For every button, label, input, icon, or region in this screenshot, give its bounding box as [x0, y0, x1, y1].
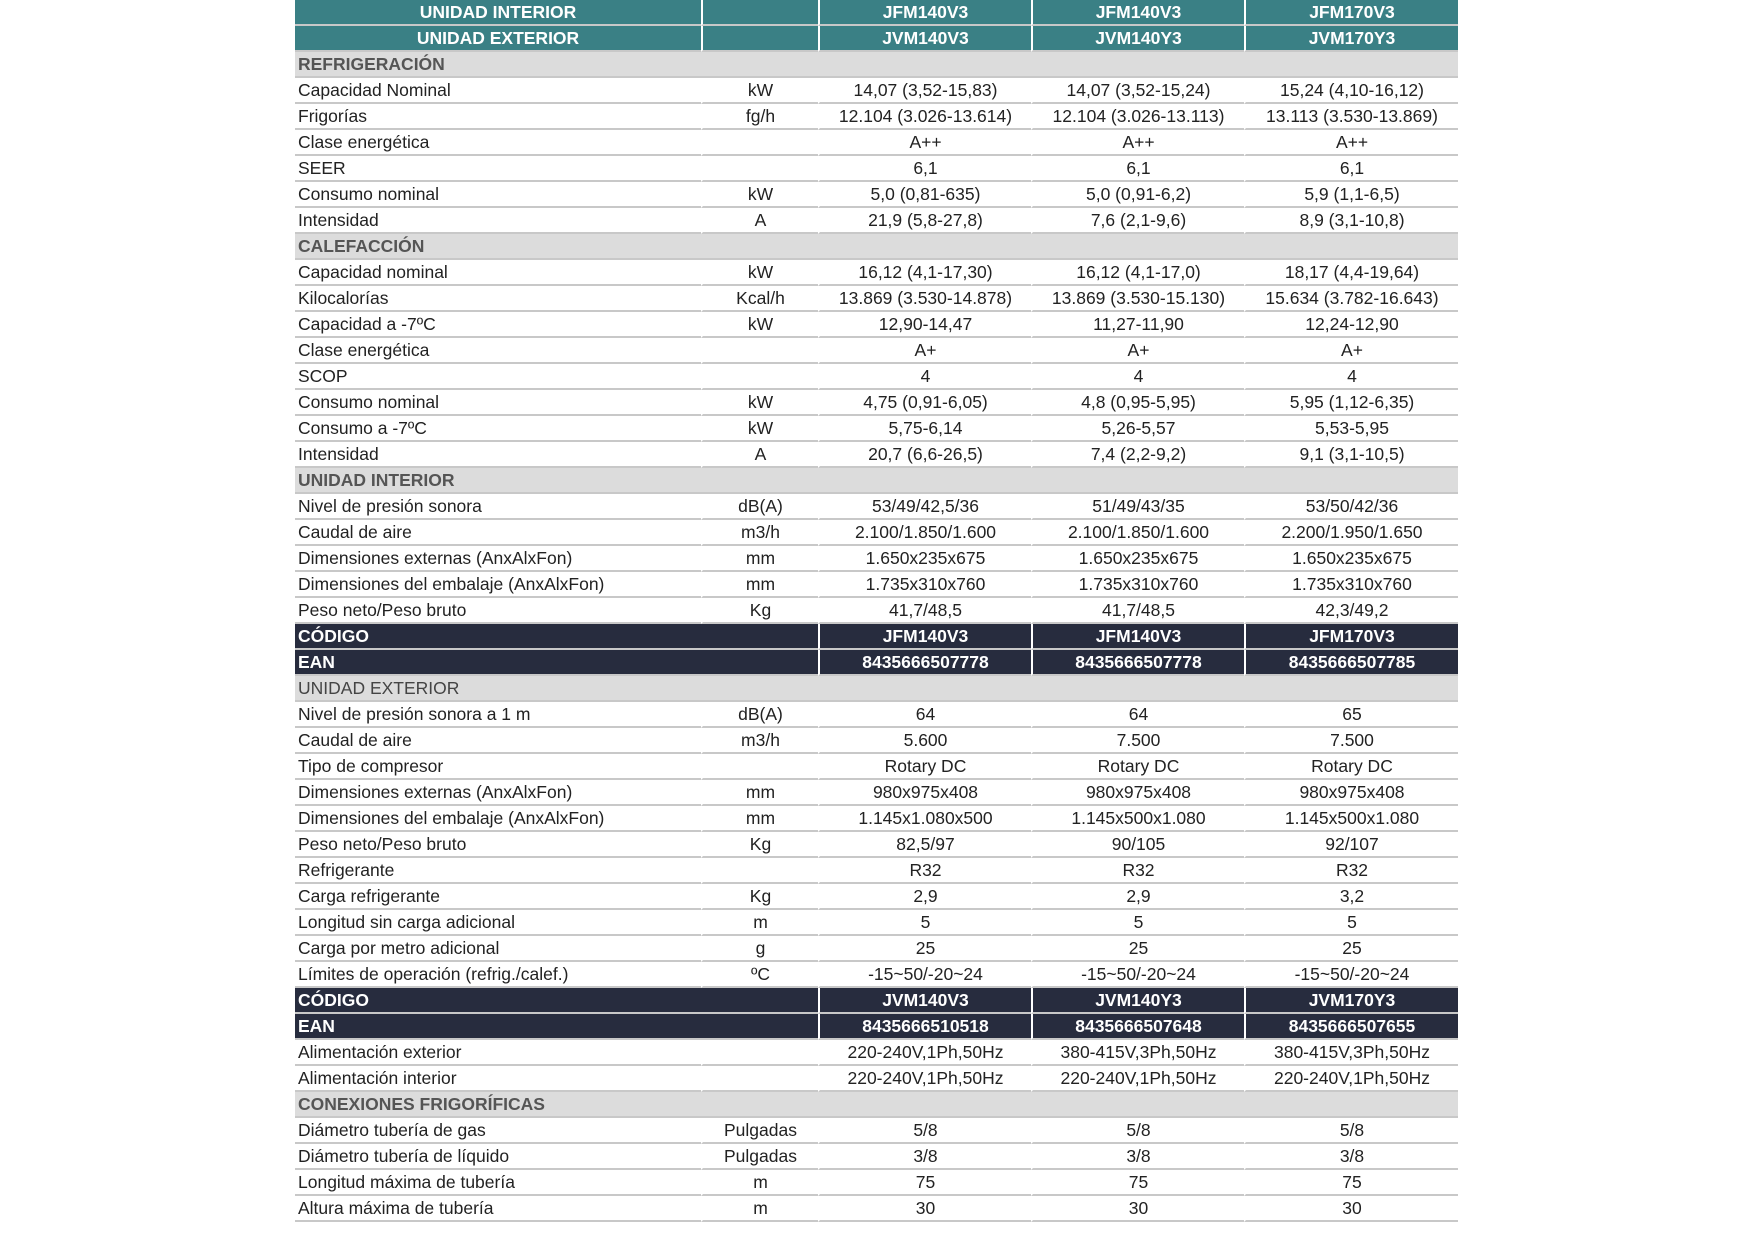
spec-row [295, 806, 1458, 832]
spec-unit [701, 1040, 818, 1066]
spec-unit: Kcal/h [701, 286, 818, 312]
spec-table [295, 0, 1458, 1222]
spec-unit: kW [701, 182, 818, 208]
spec-value: 6,1 [818, 156, 1031, 182]
spec-row [295, 1066, 1458, 1092]
model-name: JVM140Y3 [1031, 26, 1244, 52]
spec-row [295, 936, 1458, 962]
spec-value: 42,3/49,2 [1244, 598, 1458, 624]
model-name: JFM140V3 [1031, 0, 1244, 26]
section-header [295, 1092, 1458, 1118]
spec-unit [701, 1066, 818, 1092]
code-value: JVM140V3 [818, 988, 1031, 1014]
spec-value: 3/8 [1031, 1144, 1244, 1170]
code-label: CÓDIGO [295, 988, 818, 1014]
code-value: 8435666510518 [818, 1014, 1031, 1040]
spec-value: 2.100/1.850/1.600 [818, 520, 1031, 546]
spec-unit: fg/h [701, 104, 818, 130]
spec-value: 5/8 [1244, 1118, 1458, 1144]
spec-row [295, 390, 1458, 416]
spec-value: 75 [818, 1170, 1031, 1196]
spec-label: Nivel de presión sonora a 1 m [295, 702, 701, 728]
spec-label: Diámetro tubería de líquido [295, 1144, 701, 1170]
section-header [295, 234, 1458, 260]
spec-label: Dimensiones del embalaje (AnxAlxFon) [295, 806, 701, 832]
spec-row [295, 130, 1458, 156]
spec-unit: kW [701, 312, 818, 338]
spec-value: 64 [818, 702, 1031, 728]
spec-row [295, 858, 1458, 884]
spec-value: 5,0 (0,91-6,2) [1031, 182, 1244, 208]
spec-row [295, 416, 1458, 442]
spec-label: Clase energética [295, 338, 701, 364]
spec-value: 4,75 (0,91-6,05) [818, 390, 1031, 416]
spec-value: 5 [1031, 910, 1244, 936]
spec-label: Peso neto/Peso bruto [295, 598, 701, 624]
spec-value: 3/8 [818, 1144, 1031, 1170]
section-header [295, 676, 1458, 702]
spec-label: Altura máxima de tubería [295, 1196, 701, 1222]
spec-value: 21,9 (5,8-27,8) [818, 208, 1031, 234]
spec-label: Capacidad nominal [295, 260, 701, 286]
code-value: 8435666507785 [1244, 650, 1458, 676]
spec-value: 2,9 [818, 884, 1031, 910]
spec-value: 2.100/1.850/1.600 [1031, 520, 1244, 546]
spec-value: 6,1 [1031, 156, 1244, 182]
spec-value: A++ [1244, 130, 1458, 156]
spec-value: 25 [1031, 936, 1244, 962]
spec-value: 7,6 (2,1-9,6) [1031, 208, 1244, 234]
spec-row [295, 780, 1458, 806]
spec-value: 25 [1244, 936, 1458, 962]
spec-unit: kW [701, 260, 818, 286]
code-value: JVM170Y3 [1244, 988, 1458, 1014]
spec-value: 30 [1244, 1196, 1458, 1222]
spec-value: 13.869 (3.530-15.130) [1031, 286, 1244, 312]
spec-value: 51/49/43/35 [1031, 494, 1244, 520]
code-row [295, 624, 1458, 650]
spec-row [295, 260, 1458, 286]
spec-label: Alimentación exterior [295, 1040, 701, 1066]
spec-value: 5 [1244, 910, 1458, 936]
code-value: 8435666507778 [1031, 650, 1244, 676]
spec-value: 5,75-6,14 [818, 416, 1031, 442]
spec-value: 980x975x408 [818, 780, 1031, 806]
spec-label: SCOP [295, 364, 701, 390]
code-row [295, 988, 1458, 1014]
spec-label: Nivel de presión sonora [295, 494, 701, 520]
spec-value: 53/49/42,5/36 [818, 494, 1031, 520]
spec-value: Rotary DC [1031, 754, 1244, 780]
spec-value: 220-240V,1Ph,50Hz [818, 1040, 1031, 1066]
spec-value: 1.650x235x675 [818, 546, 1031, 572]
spec-label: Consumo a -7ºC [295, 416, 701, 442]
spec-table-body [295, 0, 1458, 1222]
spec-value: 2.200/1.950/1.650 [1244, 520, 1458, 546]
spec-label: Diámetro tubería de gas [295, 1118, 701, 1144]
model-header-label: UNIDAD INTERIOR [295, 0, 701, 26]
spec-label: Clase energética [295, 130, 701, 156]
spec-value: 75 [1031, 1170, 1244, 1196]
spec-row [295, 702, 1458, 728]
spec-value: 1.145x500x1.080 [1244, 806, 1458, 832]
spec-unit: ºC [701, 962, 818, 988]
spec-row [295, 1040, 1458, 1066]
spec-value: 4 [1031, 364, 1244, 390]
spec-label: Peso neto/Peso bruto [295, 832, 701, 858]
spec-label: Carga por metro adicional [295, 936, 701, 962]
spec-value: 5/8 [818, 1118, 1031, 1144]
section-title: CONEXIONES FRIGORÍFICAS [295, 1092, 1458, 1118]
code-value: 8435666507778 [818, 650, 1031, 676]
spec-value: 220-240V,1Ph,50Hz [818, 1066, 1031, 1092]
spec-label: Caudal de aire [295, 728, 701, 754]
spec-value: 1.735x310x760 [818, 572, 1031, 598]
spec-unit: kW [701, 416, 818, 442]
spec-label: Límites de operación (refrig./calef.) [295, 962, 701, 988]
spec-label: Tipo de compresor [295, 754, 701, 780]
spec-unit: mm [701, 780, 818, 806]
spec-row [295, 442, 1458, 468]
spec-label: Capacidad a -7ºC [295, 312, 701, 338]
spec-label: Intensidad [295, 208, 701, 234]
spec-row [295, 1170, 1458, 1196]
spec-row [295, 572, 1458, 598]
spec-label: Dimensiones externas (AnxAlxFon) [295, 780, 701, 806]
spec-value: A+ [1031, 338, 1244, 364]
spec-label: Longitud máxima de tubería [295, 1170, 701, 1196]
code-row [295, 1014, 1458, 1040]
spec-label: Dimensiones del embalaje (AnxAlxFon) [295, 572, 701, 598]
spec-value: 5,9 (1,1-6,5) [1244, 182, 1458, 208]
spec-unit [701, 754, 818, 780]
model-name: JFM170V3 [1244, 0, 1458, 26]
spec-value: 9,1 (3,1-10,5) [1244, 442, 1458, 468]
spec-unit: Pulgadas [701, 1144, 818, 1170]
spec-value: -15~50/-20~24 [1244, 962, 1458, 988]
spec-row [295, 910, 1458, 936]
spec-value: 12,90-14,47 [818, 312, 1031, 338]
spec-unit [701, 364, 818, 390]
spec-row [295, 208, 1458, 234]
spec-value: A+ [1244, 338, 1458, 364]
spec-value: 8,9 (3,1-10,8) [1244, 208, 1458, 234]
spec-value: 5,95 (1,12-6,35) [1244, 390, 1458, 416]
spec-unit: mm [701, 572, 818, 598]
spec-value: 5,0 (0,81-635) [818, 182, 1031, 208]
spec-value: 14,07 (3,52-15,24) [1031, 78, 1244, 104]
spec-value: 90/105 [1031, 832, 1244, 858]
spec-unit [701, 156, 818, 182]
spec-value: 13.113 (3.530-13.869) [1244, 104, 1458, 130]
spec-value: R32 [1031, 858, 1244, 884]
spec-value: A++ [818, 130, 1031, 156]
section-header [295, 52, 1458, 78]
spec-value: -15~50/-20~24 [818, 962, 1031, 988]
spec-row [295, 338, 1458, 364]
spec-unit: mm [701, 806, 818, 832]
spec-value: R32 [818, 858, 1031, 884]
spec-unit: dB(A) [701, 702, 818, 728]
spec-value: 5/8 [1031, 1118, 1244, 1144]
spec-value: 12.104 (3.026-13.614) [818, 104, 1031, 130]
spec-value: 380-415V,3Ph,50Hz [1244, 1040, 1458, 1066]
spec-value: 5.600 [818, 728, 1031, 754]
spec-unit: m3/h [701, 520, 818, 546]
spec-row [295, 182, 1458, 208]
spec-row [295, 754, 1458, 780]
spec-value: 12,24-12,90 [1244, 312, 1458, 338]
spec-value: 7.500 [1031, 728, 1244, 754]
spec-row [295, 312, 1458, 338]
spec-value: 41,7/48,5 [1031, 598, 1244, 624]
section-title: UNIDAD EXTERIOR [295, 676, 1458, 702]
spec-unit: g [701, 936, 818, 962]
spec-value: 3/8 [1244, 1144, 1458, 1170]
spec-value: 2,9 [1031, 884, 1244, 910]
spec-unit: m [701, 1196, 818, 1222]
section-title: CALEFACCIÓN [295, 234, 1458, 260]
spec-value: 25 [818, 936, 1031, 962]
spec-value: 1.735x310x760 [1031, 572, 1244, 598]
spec-row [295, 546, 1458, 572]
spec-unit: kW [701, 78, 818, 104]
section-title: REFRIGERACIÓN [295, 52, 1458, 78]
spec-value: 41,7/48,5 [818, 598, 1031, 624]
spec-unit: m [701, 910, 818, 936]
spec-value: 53/50/42/36 [1244, 494, 1458, 520]
spec-value: 30 [1031, 1196, 1244, 1222]
spec-value: 1.735x310x760 [1244, 572, 1458, 598]
model-name: JFM140V3 [818, 0, 1031, 26]
spec-row [295, 156, 1458, 182]
spec-value: 75 [1244, 1170, 1458, 1196]
spec-value: A++ [1031, 130, 1244, 156]
spec-row [295, 78, 1458, 104]
model-name: JVM140V3 [818, 26, 1031, 52]
spec-label: SEER [295, 156, 701, 182]
spec-row [295, 364, 1458, 390]
spec-value: 5,26-5,57 [1031, 416, 1244, 442]
spec-row [295, 494, 1458, 520]
spec-value: 6,1 [1244, 156, 1458, 182]
spec-unit [701, 130, 818, 156]
model-header-row [295, 26, 1458, 52]
spec-unit: dB(A) [701, 494, 818, 520]
spec-value: -15~50/-20~24 [1031, 962, 1244, 988]
code-value: JFM170V3 [1244, 624, 1458, 650]
spec-label: Frigorías [295, 104, 701, 130]
spec-unit: kW [701, 390, 818, 416]
spec-value: 12.104 (3.026-13.113) [1031, 104, 1244, 130]
spec-row [295, 884, 1458, 910]
code-value: JFM140V3 [818, 624, 1031, 650]
code-value: 8435666507655 [1244, 1014, 1458, 1040]
spec-value: 92/107 [1244, 832, 1458, 858]
model-header-unit [701, 0, 818, 26]
spec-value: 15,24 (4,10-16,12) [1244, 78, 1458, 104]
code-label: EAN [295, 1014, 818, 1040]
spec-unit: Pulgadas [701, 1118, 818, 1144]
code-value: JFM140V3 [1031, 624, 1244, 650]
spec-value: 4,8 (0,95-5,95) [1031, 390, 1244, 416]
spec-value: 220-240V,1Ph,50Hz [1244, 1066, 1458, 1092]
model-header-label: UNIDAD EXTERIOR [295, 26, 701, 52]
spec-value: 7.500 [1244, 728, 1458, 754]
spec-value: 14,07 (3,52-15,83) [818, 78, 1031, 104]
model-name: JVM170Y3 [1244, 26, 1458, 52]
spec-label: Capacidad Nominal [295, 78, 701, 104]
spec-value: 11,27-11,90 [1031, 312, 1244, 338]
spec-value: 5,53-5,95 [1244, 416, 1458, 442]
spec-unit: A [701, 442, 818, 468]
spec-label: Consumo nominal [295, 390, 701, 416]
spec-value: 1.145x500x1.080 [1031, 806, 1244, 832]
spec-value: 220-240V,1Ph,50Hz [1031, 1066, 1244, 1092]
spec-value: 20,7 (6,6-26,5) [818, 442, 1031, 468]
spec-value: Rotary DC [818, 754, 1031, 780]
spec-row [295, 832, 1458, 858]
spec-row [295, 962, 1458, 988]
section-title: UNIDAD INTERIOR [295, 468, 1458, 494]
spec-value: Rotary DC [1244, 754, 1458, 780]
spec-value: A+ [818, 338, 1031, 364]
spec-value: 5 [818, 910, 1031, 936]
spec-row [295, 1118, 1458, 1144]
spec-unit: mm [701, 546, 818, 572]
spec-unit: A [701, 208, 818, 234]
spec-value: R32 [1244, 858, 1458, 884]
spec-value: 18,17 (4,4-19,64) [1244, 260, 1458, 286]
spec-value: 4 [818, 364, 1031, 390]
spec-label: Caudal de aire [295, 520, 701, 546]
spec-value: 82,5/97 [818, 832, 1031, 858]
spec-row [295, 1144, 1458, 1170]
spec-value: 15.634 (3.782-16.643) [1244, 286, 1458, 312]
spec-value: 1.650x235x675 [1244, 546, 1458, 572]
spec-unit: Kg [701, 884, 818, 910]
spec-label: Refrigerante [295, 858, 701, 884]
section-header [295, 468, 1458, 494]
spec-value: 30 [818, 1196, 1031, 1222]
spec-row [295, 520, 1458, 546]
code-label: CÓDIGO [295, 624, 818, 650]
spec-unit [701, 338, 818, 364]
spec-label: Consumo nominal [295, 182, 701, 208]
code-row [295, 650, 1458, 676]
code-value: 8435666507648 [1031, 1014, 1244, 1040]
spec-value: 7,4 (2,2-9,2) [1031, 442, 1244, 468]
spec-value: 16,12 (4,1-17,0) [1031, 260, 1244, 286]
spec-row [295, 728, 1458, 754]
spec-value: 380-415V,3Ph,50Hz [1031, 1040, 1244, 1066]
spec-unit: Kg [701, 832, 818, 858]
spec-unit: m [701, 1170, 818, 1196]
spec-row [295, 104, 1458, 130]
spec-value: 980x975x408 [1031, 780, 1244, 806]
code-label: EAN [295, 650, 818, 676]
spec-label: Dimensiones externas (AnxAlxFon) [295, 546, 701, 572]
spec-unit: m3/h [701, 728, 818, 754]
spec-value: 3,2 [1244, 884, 1458, 910]
spec-value: 4 [1244, 364, 1458, 390]
spec-value: 980x975x408 [1244, 780, 1458, 806]
spec-label: Carga refrigerante [295, 884, 701, 910]
spec-unit: Kg [701, 598, 818, 624]
model-header-unit [701, 26, 818, 52]
spec-value: 1.145x1.080x500 [818, 806, 1031, 832]
spec-label: Kilocalorías [295, 286, 701, 312]
spec-value: 16,12 (4,1-17,30) [818, 260, 1031, 286]
spec-row [295, 1196, 1458, 1222]
spec-unit [701, 858, 818, 884]
spec-row [295, 598, 1458, 624]
spec-label: Alimentación interior [295, 1066, 701, 1092]
spec-label: Intensidad [295, 442, 701, 468]
spec-value: 64 [1031, 702, 1244, 728]
spec-value: 65 [1244, 702, 1458, 728]
spec-value: 13.869 (3.530-14.878) [818, 286, 1031, 312]
code-value: JVM140Y3 [1031, 988, 1244, 1014]
spec-value: 1.650x235x675 [1031, 546, 1244, 572]
model-header-row [295, 0, 1458, 26]
spec-label: Longitud sin carga adicional [295, 910, 701, 936]
spec-row [295, 286, 1458, 312]
